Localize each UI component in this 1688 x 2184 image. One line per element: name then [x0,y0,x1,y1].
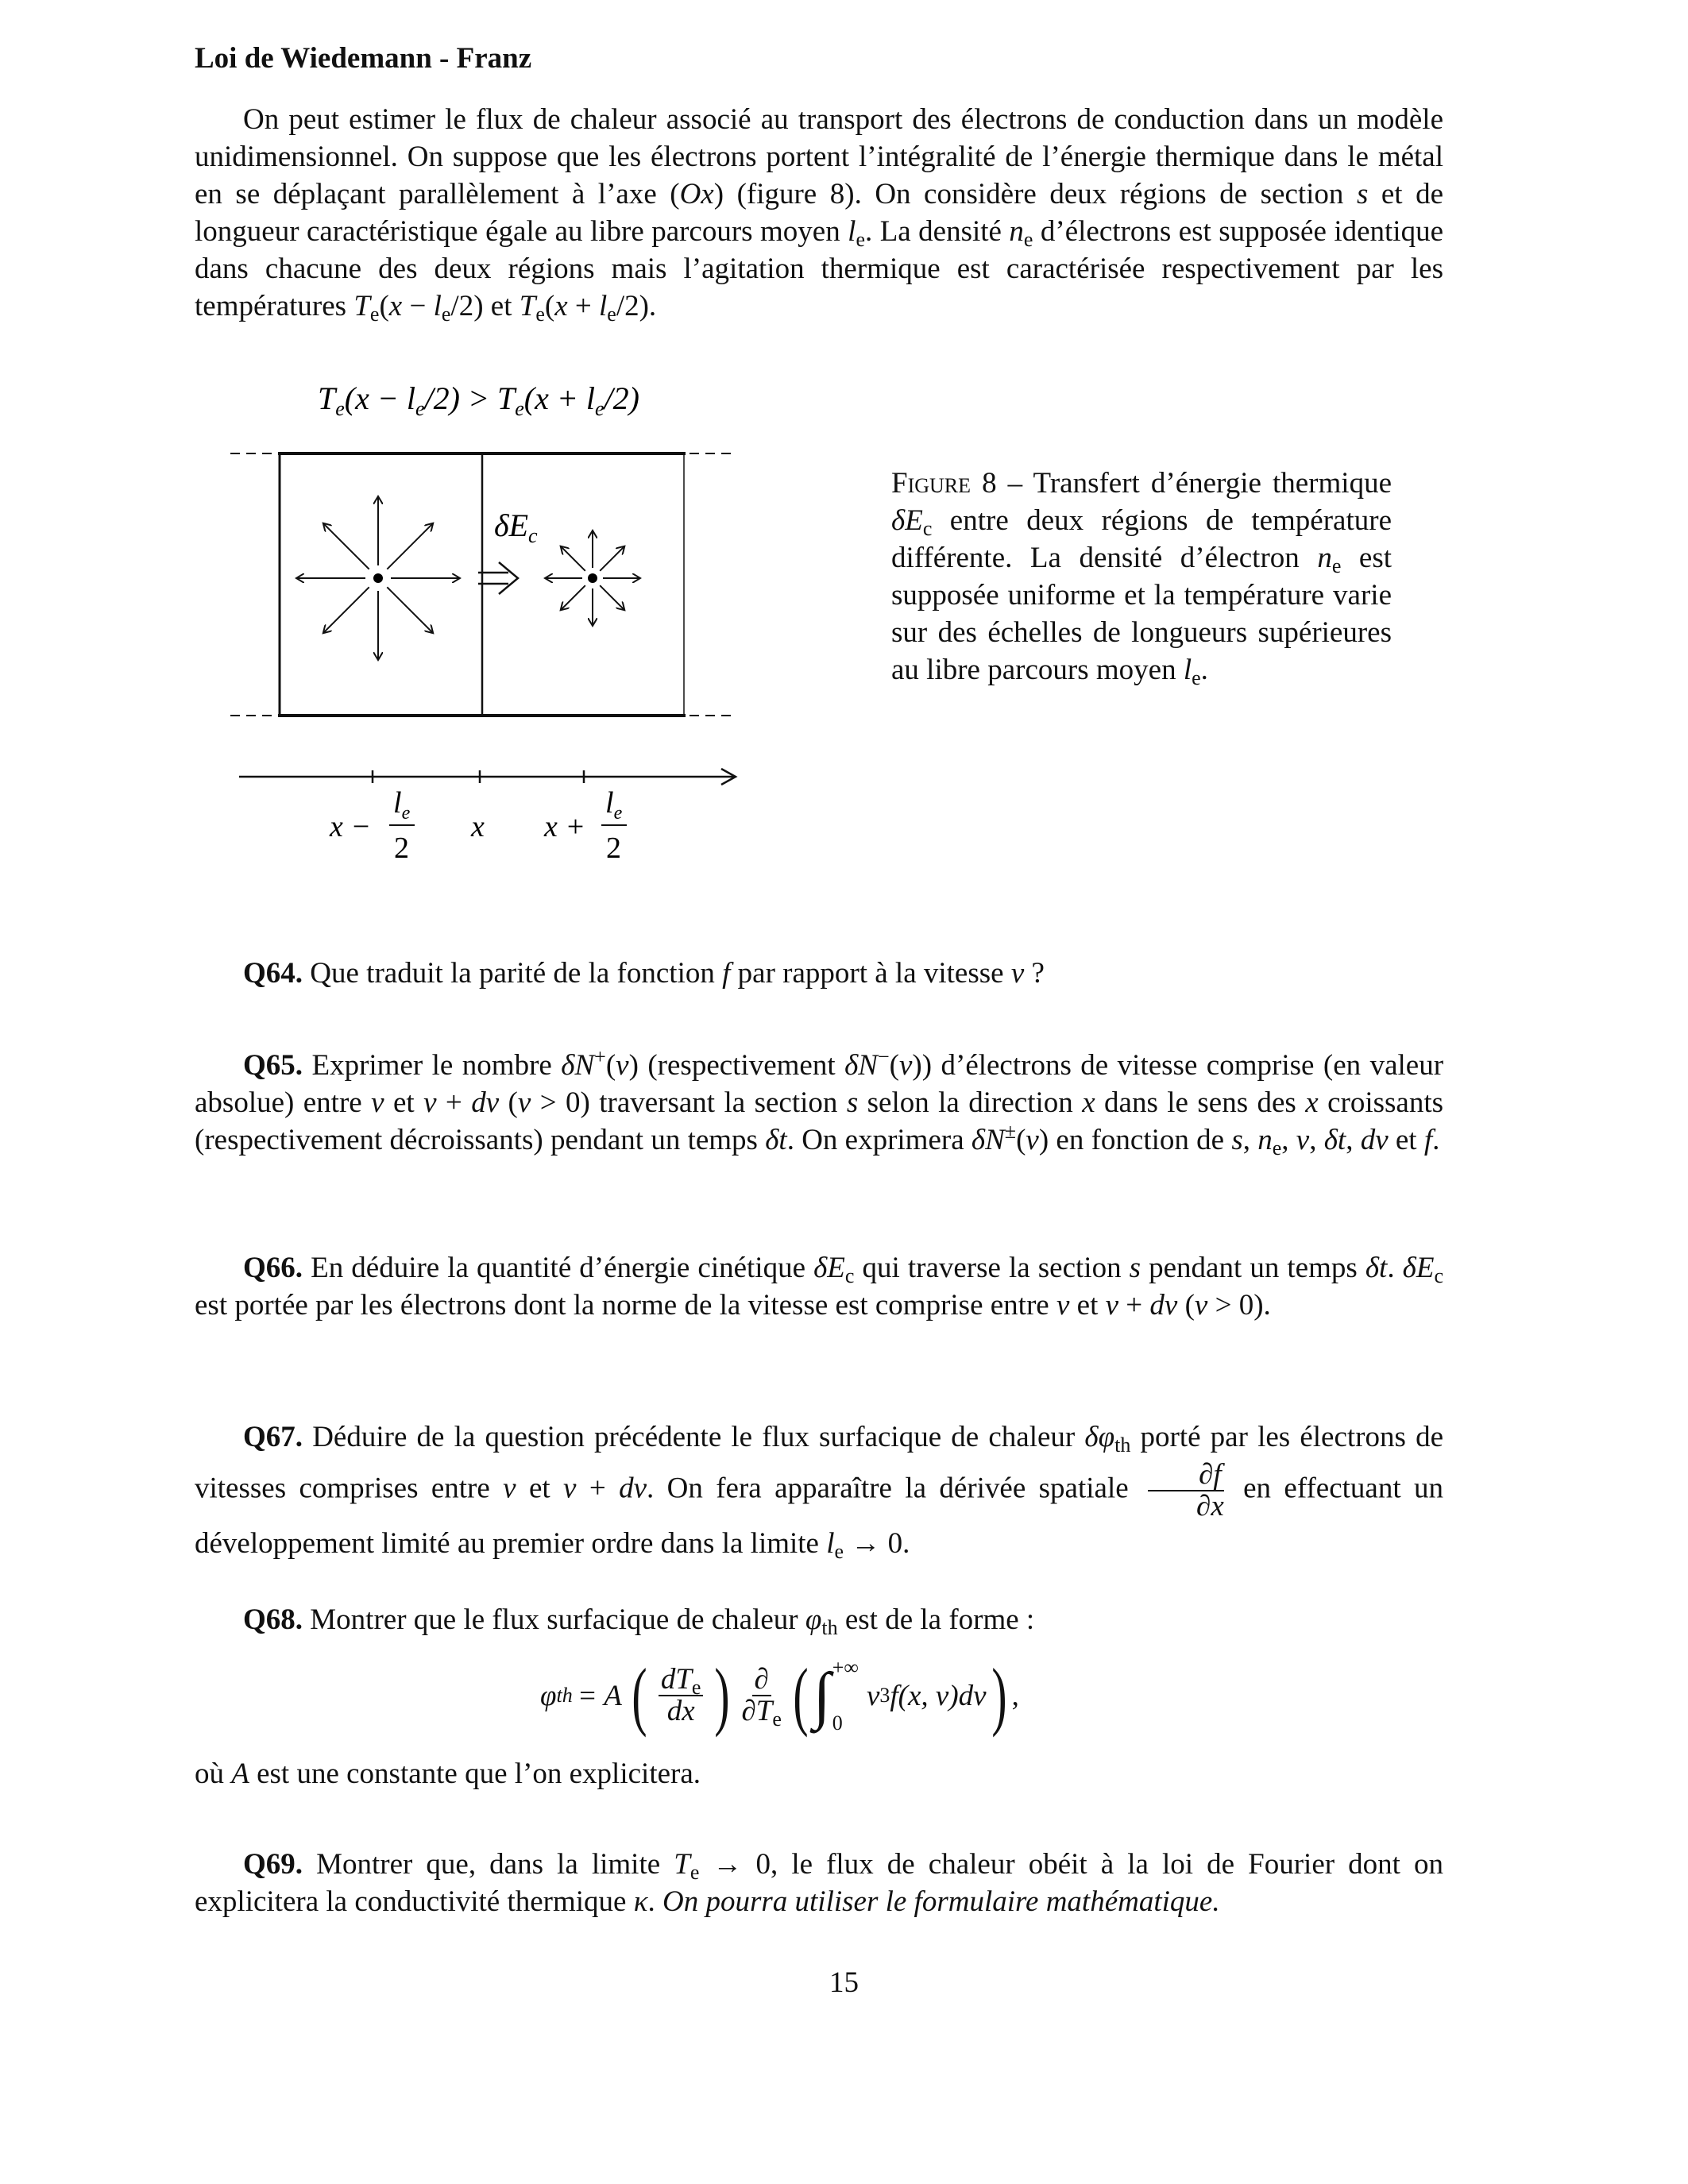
text-segment: où [195,1758,232,1790]
text-segment: est de la forme : [837,1603,1035,1636]
text-segment: $\frac{\partial f}{\partial x}$ [1148,1460,1224,1522]
text-segment: δt [765,1124,787,1156]
text-segment: → 0, le flux de chaleur obéit à la loi de Fourier dont on explicitera la conductivité thermique [195,1848,1443,1918]
question-q67 [195,1415,1443,1566]
text-segment: Exprimer le nombre [303,1049,562,1082]
text-segment: porté par les électrons de vitesses comprises entre [195,1421,1443,1505]
text-segment: s [1231,1124,1243,1156]
text-segment: > 0). [1207,1289,1271,1322]
text-segment: Ox [679,178,714,210]
text-segment: . [1387,1252,1403,1284]
text-segment: dv [1149,1289,1178,1322]
text-segment: v [616,1049,629,1082]
text-segment: x [388,290,403,322]
svg-text:x: x [471,810,485,843]
svg-text:le: $l_e$ [605,786,623,824]
velocity-arrow-icon [600,546,624,571]
question-q66 [195,1249,1443,1324]
text-segment: Q67. [243,1421,303,1453]
x-axis [239,769,736,785]
electron-dot [588,573,597,583]
text-segment: e [689,1861,700,1884]
velocity-arrow-icon [600,585,624,610]
text-segment: . On exprimera [786,1124,971,1156]
text-segment: , [1346,1124,1361,1156]
text-segment: δt [1323,1124,1346,1156]
text-segment: l [826,1527,835,1560]
text-segment: δφ [1084,1421,1115,1453]
energy-label: $\delta E_c$ [494,507,538,547]
text-segment: T [353,290,370,322]
text-segment: δN [561,1049,595,1082]
text-segment: c [1434,1264,1444,1287]
energy-transfer-double-arrow-icon [478,562,518,594]
text-segment: T [674,1848,690,1881]
text-segment: n [1009,215,1024,248]
velocity-arrow-icon [387,523,433,569]
page-number: 15 [829,1966,859,1999]
text-segment: ( [1177,1289,1195,1322]
text-segment: Figure 8 [891,467,997,500]
text-segment: – Transfert d’énergie thermique [996,467,1392,500]
text-segment: δN [971,1124,1005,1156]
text-segment: /2) et [450,290,520,322]
text-segment: e [441,303,451,326]
text-segment: v [517,1086,531,1119]
text-segment: + [1118,1289,1150,1322]
hot-electron-velocity-arrows [296,496,460,660]
text-segment: e [369,303,380,326]
axis-tick-labels [329,786,627,865]
text-segment: ) en fonction de [1038,1124,1232,1156]
text-segment: v [1105,1289,1119,1322]
svg-text:le: $l_e$ [393,786,411,824]
figure-8 [0,0,1688,889]
text-segment: + [436,1086,472,1119]
text-segment: s [1129,1252,1141,1284]
text-segment: Q69. [243,1848,303,1881]
temperature-condition: $T_e(x - l_e/2) > T_e(x + l_e/2)$ [318,380,639,420]
text-segment: > 0) traversant la section [531,1086,847,1119]
text-segment: v [1026,1124,1039,1156]
text-segment: selon la direction [858,1086,1083,1119]
heat-flux-equation: φ th = A ( $\frac{dT_e}{dx}$ ) $\frac{\partial}{\partial T_e}$ ( ∫ +∞ 0 v 3 f(x, v)dv ) , [540,1653,1019,1738]
text-segment: c [844,1264,855,1287]
text-segment: e [607,303,616,326]
text-segment: δt [1365,1252,1388,1284]
text-segment: Q65. [243,1049,303,1082]
text-segment: ( [499,1086,518,1119]
text-segment: Q64. [243,957,303,990]
text-segment: x [1082,1086,1095,1119]
text-segment: ? [1024,957,1045,990]
text-segment: est portée par les électrons dont la norme de la vitesse est comprise entre [195,1289,1056,1322]
text-segment: Déduire de la question précédente le flux surfacique de chaleur [303,1421,1085,1453]
text-segment: . La densité [865,215,1010,248]
text-segment: ( [1016,1124,1026,1156]
text-segment: f [722,957,731,990]
text-segment: et de longueur caractéristique égale au libre parcours moyen [195,178,1444,248]
text-segment: qui traverse la section [854,1252,1130,1284]
text-segment: ( [379,290,389,322]
text-segment: l [599,290,608,322]
text-segment: n [1317,542,1332,574]
text-segment: dv [471,1086,500,1119]
text-segment: croissants (respectivement décroissants) pendant un temps [195,1086,1444,1156]
text-segment: s [846,1086,859,1119]
text-segment: Montrer que le flux surfacique de chaleur [303,1603,805,1636]
text-segment: v [1056,1289,1070,1322]
text-segment: δN [844,1049,878,1082]
text-segment: et [1388,1124,1424,1156]
text-segment: x [554,290,568,322]
text-segment: d’électrons est supposée identique dans chacune des deux régions mais l’agitation thermique est caractérisée respectivement par les températures [195,215,1444,322]
figure-caption [891,465,1392,689]
question-q65 [195,1047,1443,1159]
text-segment: c [922,517,933,540]
text-segment: ± [1004,1120,1017,1143]
text-segment: en effectuant un développement limité au premier ordre dans la limite [195,1472,1443,1560]
text-segment: entre deux régions de température différente. La densité d’électron [891,504,1392,574]
text-segment: . [647,1885,662,1918]
text-segment: φ [805,1603,822,1636]
velocity-arrow-icon [561,585,585,610]
text-segment: /2). [616,290,657,322]
text-segment: . On fera apparaître la dérivée spatiale [647,1472,1142,1505]
text-segment: x [1305,1086,1319,1119]
svg-text:x +: x + [544,810,586,843]
text-segment: v [563,1472,577,1505]
text-segment: Que traduit la parité de la fonction [303,957,723,990]
text-segment: δE [813,1252,845,1284]
text-segment: s [1356,178,1369,210]
question-q69 [195,1846,1443,1920]
text-segment: On peut estimer le flux de chaleur associé au transport des électrons de conduction dans un modèle unidimensionnel. On suppose que les électrons portent l’intégralité de l’énergie thermique dans le métal en se déplaçant parallèlement à l’axe ( [195,103,1443,210]
text-segment: − [402,290,434,322]
text-segment: v [371,1086,384,1119]
text-segment: v [503,1472,516,1505]
text-segment: ( [889,1049,899,1082]
velocity-arrow-icon [323,587,369,633]
text-segment: l [848,215,856,248]
text-segment: . [1432,1124,1440,1156]
text-segment: + [576,1472,620,1505]
text-segment: + [594,1045,606,1068]
text-segment: pendant un temps [1141,1252,1365,1284]
text-segment: et [516,1472,564,1505]
text-segment: v [1194,1289,1208,1322]
text-segment: Q66. [243,1252,303,1284]
text-segment: e [1331,554,1342,577]
text-segment: est supposée uniforme et la température varie sur des échelles de longueurs supérieures au libre parcours moyen [891,542,1392,686]
question-q68-followup [195,1755,1443,1792]
text-segment: ( [544,290,555,322]
text-segment: , [1309,1124,1324,1156]
text-segment: ) (respectivement [628,1049,845,1082]
text-segment: e [1023,228,1033,251]
text-segment: , [1242,1124,1258,1156]
text-segment: → 0. [844,1527,910,1560]
text-segment: En déduire la quantité d’énergie cinétique [303,1252,814,1284]
text-segment: et [1069,1289,1106,1322]
section-title: Loi de Wiedemann - Franz [195,42,532,75]
text-segment: dans le sens des [1095,1086,1306,1119]
text-segment: A [231,1758,249,1790]
text-segment: v [1010,957,1025,990]
velocity-arrow-icon [561,546,585,571]
text-segment: − [877,1045,890,1068]
text-segment: δE [891,504,923,537]
velocity-arrow-icon [323,523,369,569]
text-segment: e [1272,1136,1282,1160]
text-segment: par rapport à la vitesse [730,957,1011,990]
text-segment: δE [1402,1252,1435,1284]
text-segment: et [384,1086,424,1119]
text-segment: est une constante que l’on explicitera. [249,1758,701,1790]
text-segment: κ [633,1885,648,1918]
text-segment: , [1281,1124,1296,1156]
velocity-arrow-icon [387,587,433,633]
text-segment: )) d’électrons de vitesse comprise (en valeur absolue) entre [195,1049,1444,1119]
text-segment: e [535,303,545,326]
text-segment: dv [619,1472,647,1505]
cold-electron-velocity-arrows [545,531,640,626]
text-segment: v [898,1049,913,1082]
svg-text:x −: x − [330,810,372,843]
question-q64 [195,955,1443,992]
text-segment: ) (figure 8). On considère deux régions de section [713,178,1357,210]
question-q68 [195,1601,1443,1638]
electron-dot [373,573,383,583]
svg-text:2: 2 [606,832,621,865]
text-segment: T [519,290,536,322]
text-segment: ( [605,1049,616,1082]
text-segment: f [1423,1124,1433,1156]
text-segment: l [433,290,442,322]
text-segment: th [821,1616,838,1639]
text-segment: n [1257,1124,1273,1156]
text-segment: v [1296,1124,1310,1156]
text-segment: e [856,228,865,251]
text-segment: dv [1360,1124,1389,1156]
text-segment: e [1192,666,1201,689]
text-segment: Q68. [243,1603,303,1636]
text-segment: l [1183,654,1192,686]
text-segment: . [1200,654,1208,686]
text-segment: e [834,1540,844,1563]
svg-text:2: 2 [394,832,409,865]
text-segment: + [567,290,599,322]
text-segment: th [1114,1433,1131,1457]
text-segment: v [423,1086,437,1119]
text-segment: Montrer que, dans la limite [303,1848,674,1881]
text-segment: On pourra utiliser le formulaire mathématique. [662,1885,1220,1918]
